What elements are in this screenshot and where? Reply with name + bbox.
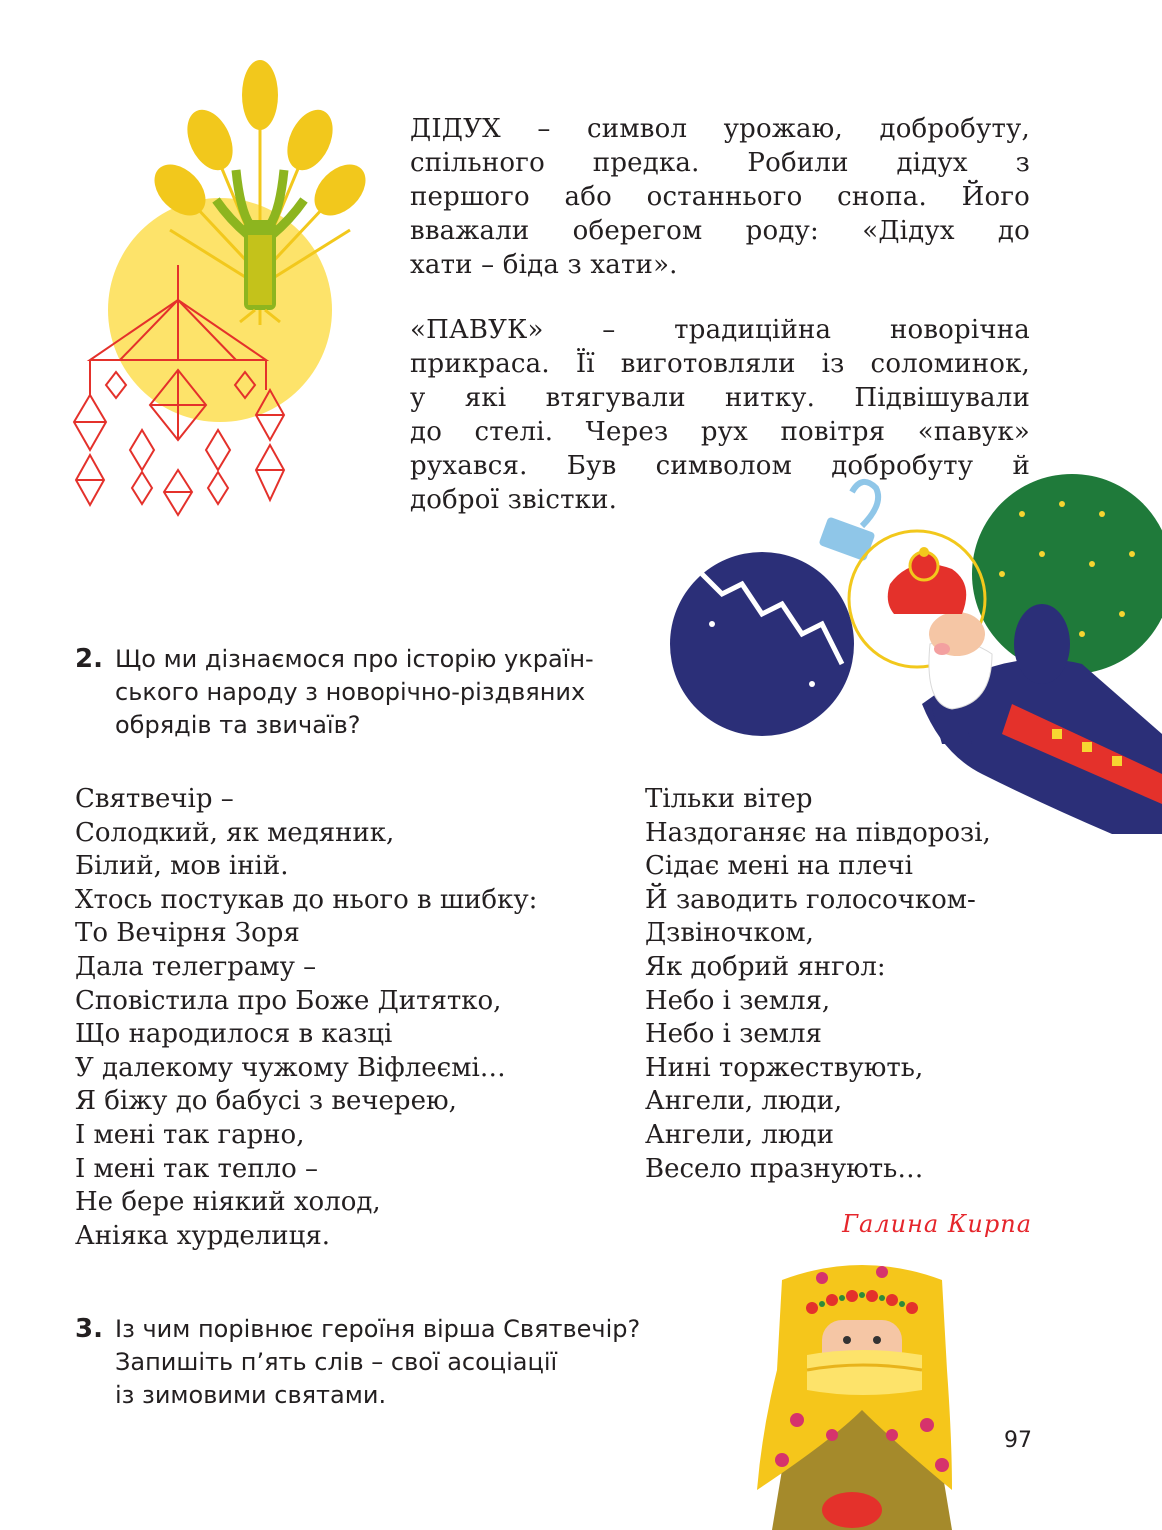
pavuk-line: рухався. Був символом добробуту й xyxy=(410,451,1030,481)
pavuk-line: «ПАВУК» – традиційна новорічна xyxy=(410,315,1030,345)
task-3-line: Із чим порівнює героїня вірша Святвечір? xyxy=(115,1315,641,1343)
poem-line: Солодкий, як медяник, xyxy=(75,817,395,848)
task-2-line: обрядів та звичаїв? xyxy=(115,711,361,739)
diduh-line: ДІДУХ – символ урожаю, добробуту, xyxy=(410,114,1030,144)
poem-line: Сідає мені на плечі xyxy=(645,851,913,882)
diduh-line: першого або останнього снопа. Його xyxy=(410,182,1030,212)
pavuk-line: до стелі. Через рух повітря «павук» xyxy=(410,417,1030,447)
task-2-number: 2. xyxy=(75,644,103,674)
pavuk-line: доброї звістки. xyxy=(410,485,618,515)
girl-figure-icon xyxy=(757,1265,952,1530)
poem-line: Ангели, люди, xyxy=(645,1086,843,1117)
poem-line: Дала телеграму – xyxy=(75,951,317,982)
task-2-line: Що ми дізнаємося про історію україн- xyxy=(115,645,594,673)
poem-author: Галина Кирпа xyxy=(842,1210,1032,1238)
page-number: 97 xyxy=(1004,1428,1032,1453)
diduh-line: хати – біда з хати». xyxy=(410,250,678,280)
task-3-line: із зимовими святами. xyxy=(115,1381,387,1409)
diduh-paragraph xyxy=(410,112,1030,282)
poem-right-column xyxy=(645,783,991,1186)
poem-line: Сповістила про Боже Дитятко, xyxy=(75,985,502,1016)
poem-line: Святвечір – xyxy=(75,784,234,814)
poem-line: Небо і земля, xyxy=(645,985,831,1016)
poem-line: Як добрий янгол: xyxy=(645,951,886,982)
poem-line: То Вечірня Зоря xyxy=(75,918,300,949)
poem-line: Небо і земля xyxy=(645,1019,822,1050)
diduh-line: спільного предка. Робили дідух з xyxy=(410,148,1030,178)
task-3-number: 3. xyxy=(75,1314,103,1344)
pavuk-line: у які втягували нитку. Підвішували xyxy=(410,383,1030,413)
poem-line: Аніяка хурделиця. xyxy=(75,1220,330,1251)
task-2-line: ського народу з новорічно-різдвяних xyxy=(115,678,586,706)
poem-line: Я біжу до бабусі з вечерею, xyxy=(75,1086,457,1117)
poem-line: Не бере ніякий холод, xyxy=(75,1187,381,1218)
poem-line: Весело празнують… xyxy=(645,1153,924,1184)
girl-in-shawl-illustration xyxy=(752,1260,972,1530)
poem-left-column xyxy=(75,783,537,1253)
task-2 xyxy=(75,643,655,743)
poem-line: Хтось постукав до нього в шибку: xyxy=(75,884,538,915)
poem-line: Й заводить голосочком- xyxy=(645,884,976,915)
poem-line: І мені так тепло – xyxy=(75,1153,318,1184)
poem-line: Тільки вітер xyxy=(645,784,813,814)
ornament-ball-icon xyxy=(670,482,878,736)
diduh-line: вважали оберегом роду: «Дідух до xyxy=(410,216,1030,246)
poem-line: У далекому чужому Віфлеємі… xyxy=(75,1052,506,1083)
poem-line: Нині торжествують, xyxy=(645,1052,924,1083)
poem-line: Що народилося в казці xyxy=(75,1019,393,1050)
didukh-pavuk-illustration xyxy=(60,60,360,520)
poem-line: Білий, мов іній. xyxy=(75,851,289,882)
poem-line: І мені так гарно, xyxy=(75,1119,305,1150)
task-3 xyxy=(75,1313,725,1413)
poem-line: Дзвіночком, xyxy=(645,918,814,949)
poem-line: Наздоганяє на півдорозі, xyxy=(645,817,991,848)
pavuk-line: прикраса. Її виготовляли із соломинок, xyxy=(410,349,1030,379)
task-3-line: Запишіть п’ять слів – свої асоціації xyxy=(115,1348,558,1376)
saint-nicholas-illustration xyxy=(662,474,1162,834)
poem-line: Ангели, люди xyxy=(645,1119,834,1150)
